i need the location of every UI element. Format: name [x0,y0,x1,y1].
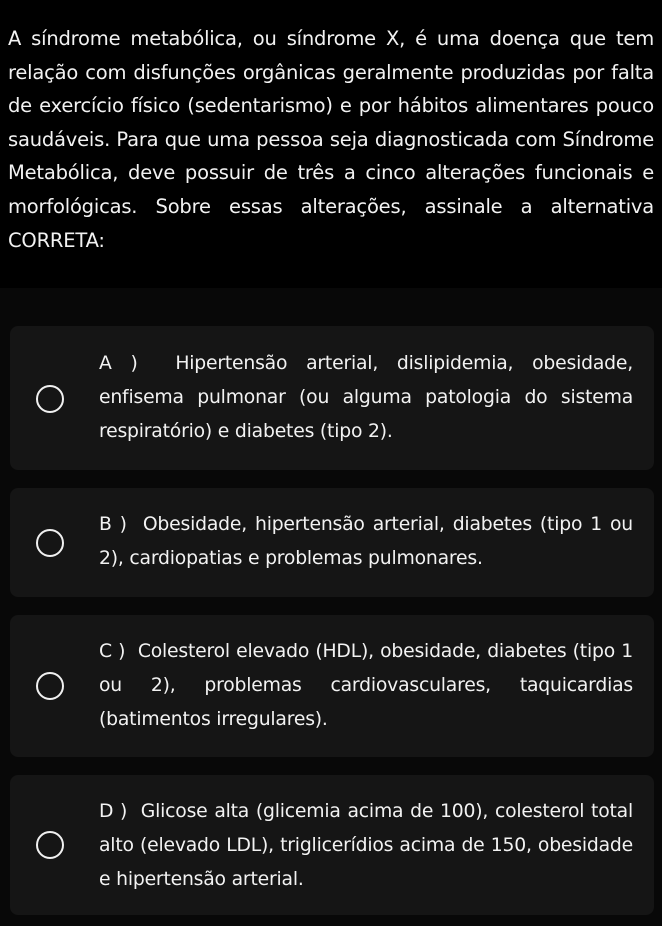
option-b[interactable] [10,488,654,597]
question-text: A síndrome metabólica, ou síndrome X, é uma doença que tem relação com disfunções orgânicas geralmente produzidas por falta de exercício físico (sedentarismo) e por hábitos alimentares pouco saudáveis. Para que uma pessoa seja diagnosticada com Síndrome Metabólica, deve possuir de três a cinco alterações funcionais e morfológicas. Sobre essas alterações, assinale a alternativa CORRETA: [8,27,654,252]
option-b-label: Obesidade, hipertensão arterial, diabetes (tipo 1 ou 2), cardiopatias e problemas pulmonares. [99,514,633,569]
radio-option-b[interactable] [36,529,64,557]
option-d-text [99,795,633,897]
option-c[interactable] [10,615,654,757]
option-a-label: Hipertensão arterial, dislipidemia, obesidade, enfisema pulmonar (ou alguma patologia do sistema respiratório) e diabetes (tipo 2). [99,353,633,442]
option-b-letter: B ) [99,514,127,535]
radio-option-a[interactable] [36,385,64,413]
options-list [0,288,662,926]
option-a-letter: A ) [99,353,138,374]
radio-option-d[interactable] [36,831,64,859]
option-c-label: Colesterol elevado (HDL), obesidade, diabetes (tipo 1 ou 2), problemas cardiovasculares, taquicardias (batimentos irregulares). [99,641,634,730]
option-a[interactable] [10,326,654,470]
option-c-letter: C ) [99,641,126,662]
radio-option-c[interactable] [36,672,64,700]
option-d-label: Glicose alta (glicemia acima de 100), colesterol total alto (elevado LDL), triglicerídios acima de 150, obesidade e hipertensão arterial. [99,801,633,890]
option-a-text [99,347,633,449]
option-d[interactable] [10,775,654,915]
question-panel [0,0,662,288]
option-c-text [99,635,633,737]
option-d-letter: D ) [99,801,128,822]
option-b-text [99,508,633,576]
